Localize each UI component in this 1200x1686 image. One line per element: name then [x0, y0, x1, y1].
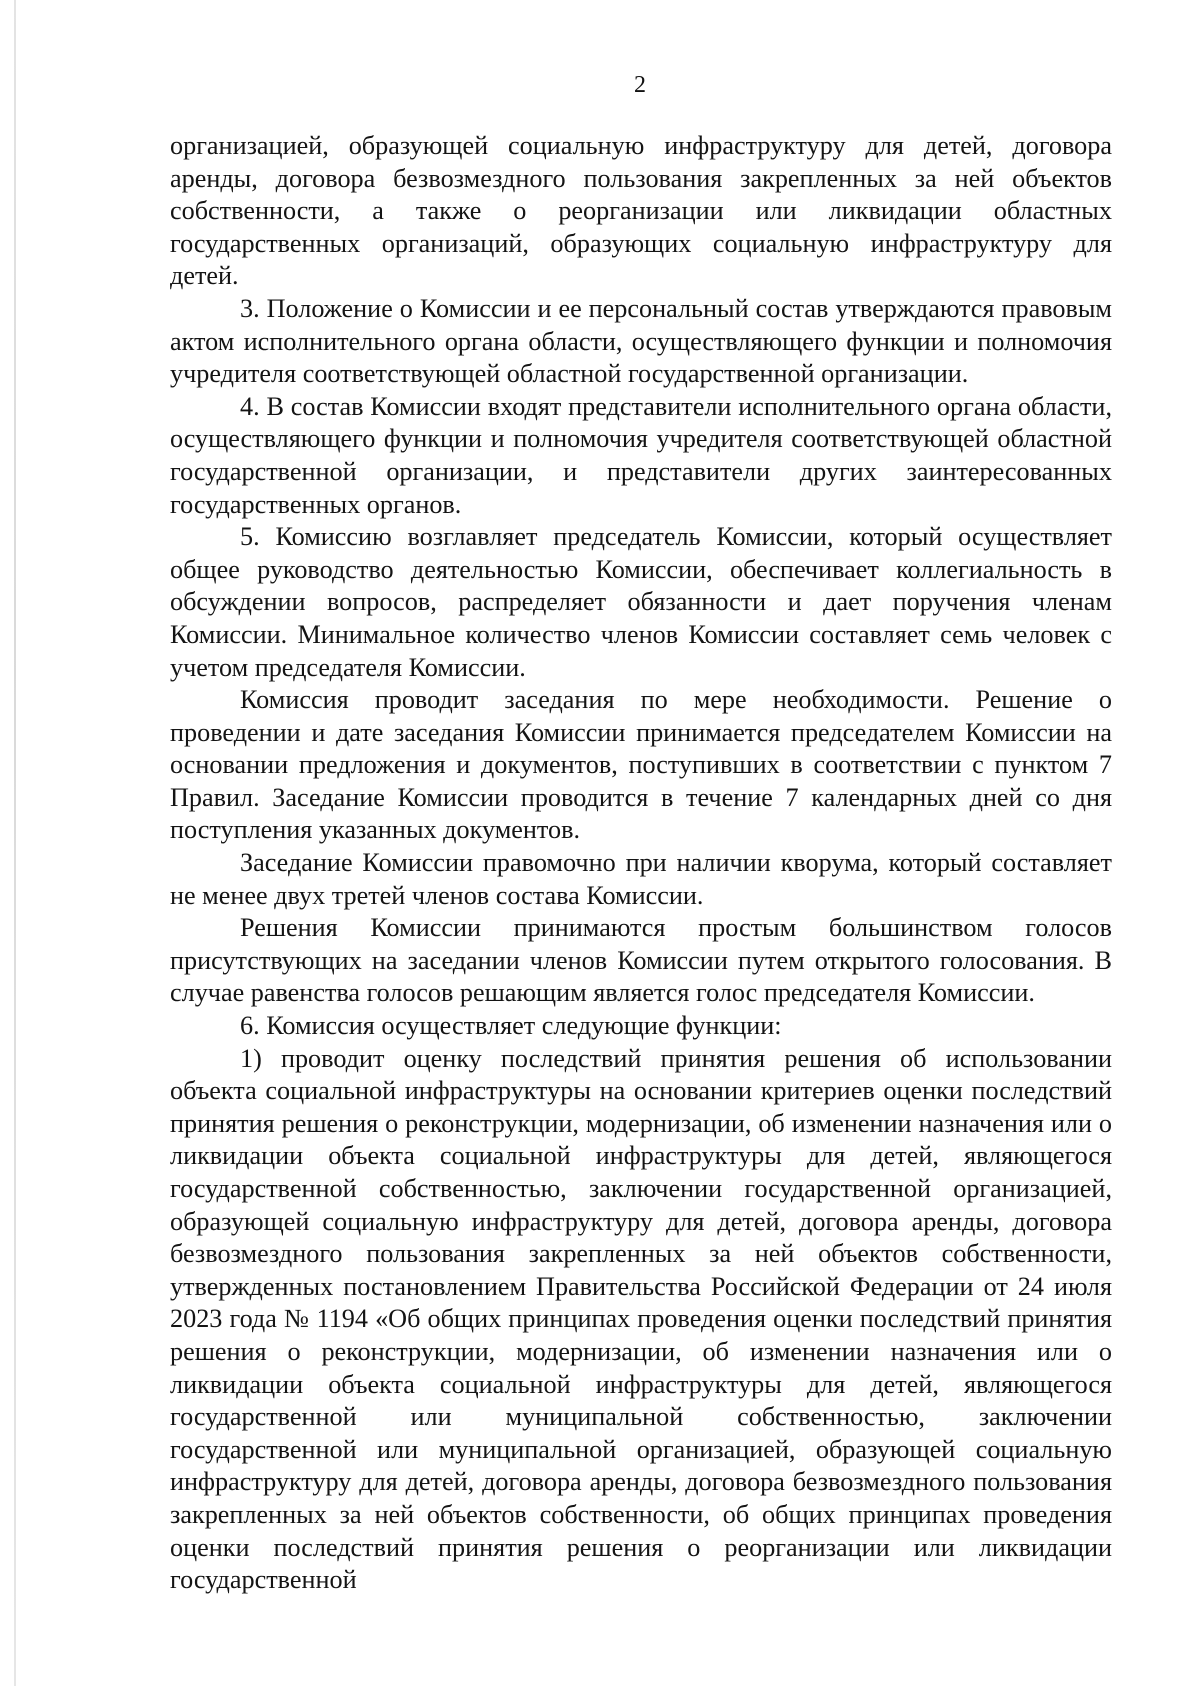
document-body — [170, 130, 1112, 1597]
paragraph-meetings: Комиссия проводит заседания по мере необходимости. Решение о проведении и дате заседания Комиссии принимается председателем Комиссии на основании предложения и документов, поступивших в соответствии с пунктом 7 Правил. Заседание Комиссии проводится в течение 7 календарных дней со дня поступления указанных документов. — [170, 685, 1112, 845]
scan-edge — [14, 0, 16, 1686]
paragraph-continuation: организацией, образующей социальную инфраструктуру для детей, договора аренды, договора безвозмездного пользования закрепленных за ней объектов собственности, а также о реорганизации или ликвидации областных государственных организаций, образующих социальную инфраструктуру для детей. — [170, 131, 1112, 291]
page-number: 2 — [634, 72, 646, 98]
paragraph-item-3: 3. Положение о Комиссии и ее персональный состав утверждаются правовым актом исполнительного органа области, осуществляющего функции и полномочия учредителя соответствующей областной государственной организации. — [170, 293, 1112, 389]
paragraph-decisions: Решения Комиссии принимаются простым большинством голосов присутствующих на заседании членов Комиссии путем открытого голосования. В случае равенства голосов решающим является голос председателя Комиссии. — [170, 913, 1112, 1008]
paragraph-item-6: 6. Комиссия осуществляет следующие функции: — [240, 1011, 782, 1041]
paragraph-item-4: 4. В состав Комиссии входят представители исполнительного органа области, осуществляющего функции и полномочия учредителя соответствующей областной государственной организации, и представители других заинтересованных государственных органов. — [170, 391, 1112, 519]
paragraph-subitem-1: 1) проводит оценку последствий принятия решения об использовании объекта социальной инфраструктуры на основании критериев оценки последствий принятия решения о реконструкции, модернизации, об изменении назначения или о ликвидации объекта социальной инфраструктуры для детей, являющегося государственной собственностью, заключении государственной организацией, образующей социальную инфраструктуру для детей, договора аренды, договора безвозмездного пользования закрепленных за ней объектов собственности, утвержденных постановлением Правительства Российской Федерации от 24 июля 2023 года № 1194 «Об общих принципах проведения оценки последствий принятия решения о реконструкции, модернизации, об изменении назначения или о ликвидации объекта социальной инфраструктуры для детей, являющегося государственной или муниципальной собственностью, заключении государственной или муниципальной организацией, образующей социальную инфраструктуру для детей, договора аренды, договора безвозмездного пользования закрепленных за ней объектов собственности, об общих принципах проведения оценки последствий принятия решения о реорганизации или ликвидации государственной — [170, 1043, 1112, 1595]
paragraph-quorum: Заседание Комиссии правомочно при наличии кворума, который составляет не менее двух третей членов состава Комиссии. — [170, 848, 1112, 910]
paragraph-item-5: 5. Комиссию возглавляет председатель Комиссии, который осуществляет общее руководство деятельностью Комиссии, обеспечивает коллегиальность в обсуждении вопросов, распределяет обязанности и дает поручения членам Комиссии. Минимальное количество членов Комиссии составляет семь человек с учетом председателя Комиссии. — [170, 522, 1112, 682]
